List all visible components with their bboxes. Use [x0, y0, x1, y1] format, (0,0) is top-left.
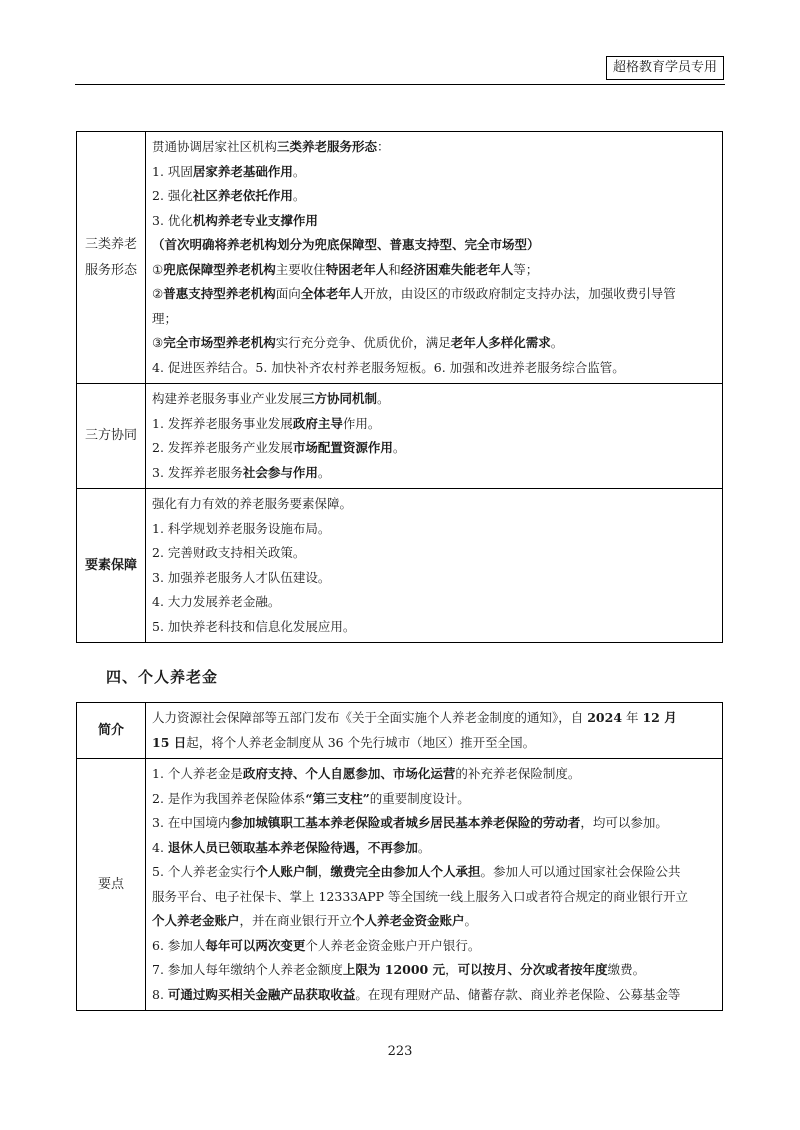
text: 6. 参加人	[152, 937, 206, 953]
bold-text: 居家养老基础作用	[192, 163, 293, 179]
bold-text: 每年可以两次变更	[205, 937, 306, 953]
text: 开放，由设区的市级政府制定支持办法，加强收费引导管	[363, 286, 676, 301]
text: 1. 巩固	[152, 163, 193, 179]
bold-text: 2024	[587, 710, 623, 725]
text: 5. 加快养老科技和信息化发展应用。	[152, 618, 356, 634]
content-line	[152, 517, 714, 542]
bold-text: 参加城镇职工基本养老保险或者城乡居民基本养老保险的劳动者	[230, 815, 581, 830]
text: 2. 完善财政支持相关政策。	[152, 545, 306, 560]
content-line	[152, 885, 714, 910]
content-line	[152, 615, 714, 640]
table-row	[77, 759, 723, 1011]
content-line	[152, 706, 714, 731]
row-label-line: 服务形态	[84, 262, 137, 278]
content-line	[152, 492, 714, 517]
content-line	[152, 811, 714, 836]
text: ，均可以参加。	[580, 815, 668, 830]
content-line	[152, 541, 714, 566]
bold-text: 个人养老金账户	[152, 913, 240, 928]
text: 人力资源社会保障部等五部门发布《关于全面实施个人养老金制度的通知》，自	[152, 710, 588, 725]
text: 5. 个人养老金实行	[152, 864, 256, 879]
text: 。参加人可以通过国家社会保险公共	[480, 864, 681, 879]
text: 面向	[275, 286, 301, 301]
bold-text: 特困老年人	[325, 261, 389, 277]
bold-text: 可通过购买相关金融产品获取收益	[167, 986, 356, 1002]
content-line	[152, 731, 714, 756]
text: ，	[317, 864, 331, 879]
bold-text: 兜底保障型养老机构	[163, 261, 276, 277]
bold-text: 市场配置资源作用	[292, 440, 393, 455]
bold-text: 可以按月、分次或者按年度	[457, 962, 608, 977]
content-line	[152, 566, 714, 591]
text: 1. 发挥养老服务事业发展	[152, 415, 293, 431]
bold-text: 个人账户制	[255, 864, 318, 879]
row-label-line: 简介	[97, 722, 124, 738]
text: 构建养老服务事业产业发展	[152, 391, 303, 406]
content-line	[152, 860, 714, 885]
table-row	[77, 132, 723, 384]
content-line	[152, 233, 714, 258]
text: 3. 优化	[152, 212, 193, 228]
text: 3. 在中国境内	[152, 815, 231, 830]
content-line	[152, 983, 714, 1008]
row-label	[77, 489, 146, 643]
content-line	[152, 135, 714, 160]
bold-text: 12 月	[642, 710, 677, 725]
text: 7. 参加人每年缴纳个人养老金额度	[152, 962, 343, 977]
text: 3. 发挥养老服务	[152, 464, 243, 480]
text: 4.	[152, 839, 168, 855]
text: 1. 科学规划养老服务设施布局。	[152, 520, 331, 536]
bold-text: 完全市场型养老机构	[163, 335, 276, 350]
text: 服务平台、电子社保卡、掌上 12333APP 等全国统一线上服务入口或者符合规定的商业银行开立	[152, 888, 689, 904]
text: 强化有力有效的养老服务要素保障。	[152, 496, 353, 511]
text: ①	[152, 261, 164, 277]
bold-text: 政府支持、个人自愿参加、市场化运营	[242, 766, 456, 781]
text: 起，将个人养老金制度从 36 个先行城市（地区）推开至全国。	[186, 734, 536, 750]
text: 。	[417, 839, 431, 855]
row-label	[77, 384, 146, 489]
text: 2. 强化	[152, 188, 193, 203]
row-label	[77, 132, 146, 384]
bold-text: （首次明确将养老机构划分为兜底保障型、普惠支持型、完全市场型）	[152, 237, 540, 252]
content-line	[152, 762, 714, 787]
text: 缴费。	[607, 962, 646, 977]
row-label-line: 三类养老	[84, 236, 137, 252]
elderly-services-table	[76, 131, 723, 643]
row-label-line: 三方协同	[84, 428, 137, 443]
text: 个人养老金资金账户开户银行。	[305, 937, 481, 953]
row-content	[146, 489, 723, 643]
text: 贯通协调居家社区机构	[152, 139, 278, 154]
text: 8.	[152, 986, 168, 1002]
text: 。	[392, 440, 406, 455]
content-line	[152, 282, 714, 307]
text: 主要收住	[275, 261, 326, 277]
bold-text: 退休人员已领取基本养老保险待遇，不再参加	[167, 839, 418, 855]
text: 3. 加强养老服务人才队伍建设。	[152, 569, 331, 585]
text: 。	[377, 391, 390, 406]
text: 。	[464, 913, 478, 928]
content-line	[152, 909, 714, 934]
header-badge: 超格教育学员专用	[606, 56, 724, 80]
row-label	[77, 759, 146, 1011]
row-label	[77, 703, 146, 759]
text: ②	[152, 286, 164, 301]
bold-text: 15 日	[152, 734, 187, 750]
content-line	[152, 412, 714, 437]
page-number: 223	[387, 1044, 413, 1059]
content-line	[152, 160, 714, 185]
content-line	[152, 331, 714, 356]
text: 1. 个人养老金是	[152, 766, 243, 781]
content-line	[152, 958, 714, 983]
text: 实行充分竞争、优质优价，满足	[275, 335, 451, 350]
row-content	[146, 703, 723, 759]
row-content	[146, 759, 723, 1011]
row-content	[146, 132, 723, 384]
content-line	[152, 209, 714, 234]
text: 的补充养老保险制度。	[455, 766, 581, 781]
content-line	[152, 787, 714, 812]
text: 2. 是作为我国养老保险体系	[152, 790, 306, 806]
text: ③	[152, 335, 164, 350]
bold-text: 全体老年人	[300, 286, 364, 301]
content-line	[152, 356, 714, 381]
bold-text: 社区养老依托作用	[192, 188, 293, 203]
bold-text: 上限为 12000 元	[342, 962, 446, 977]
content-line	[152, 436, 714, 461]
text: 。	[550, 335, 564, 350]
content-line	[152, 258, 714, 283]
bold-text: 三方协同机制	[302, 391, 378, 406]
bold-text: 个人养老金资金账户	[352, 913, 465, 928]
table-row	[77, 489, 723, 643]
content-line	[152, 387, 714, 412]
text: 作用。	[342, 415, 381, 431]
bold-text: 三类养老服务形态	[277, 139, 378, 154]
bold-text: 缴费完全由参加人个人承担	[330, 864, 481, 879]
bold-text: 普惠支持型养老机构	[163, 286, 276, 301]
row-label-line: 要素保障	[84, 557, 137, 573]
bold-text: 政府主导	[292, 415, 343, 431]
text: ，并在商业银行开立	[239, 913, 353, 928]
content-line	[152, 934, 714, 959]
table-row	[77, 703, 723, 759]
content-line	[152, 461, 714, 486]
text: 理；	[152, 310, 178, 326]
row-label-line: 要点	[97, 876, 124, 892]
bold-text: 社会参与作用	[242, 464, 318, 480]
text: 。	[292, 163, 306, 179]
bold-text: “第三支柱”	[305, 790, 370, 806]
text: 的重要制度设计。	[369, 790, 470, 806]
personal-pension-table	[76, 702, 723, 1011]
text: 4. 促进医养结合。5. 加快补齐农村养老服务短板。6. 加强和改进养老服务综合监管。	[152, 359, 625, 375]
text: 4. 大力发展养老金融。	[152, 594, 281, 609]
content-line	[152, 836, 714, 861]
content-line	[152, 307, 714, 332]
bold-text: 经济困难失能老年人	[400, 261, 514, 277]
content-line	[152, 184, 714, 209]
text: 2. 发挥养老服务产业发展	[152, 440, 293, 455]
table-row	[77, 384, 723, 489]
text: 等；	[513, 261, 539, 277]
text: 。	[317, 464, 331, 480]
section-title: 四、个人养老金	[106, 668, 219, 686]
header-rule	[75, 84, 725, 85]
bold-text: 机构养老专业支撑作用	[192, 212, 318, 228]
text: 。	[292, 188, 306, 203]
text: ，	[445, 962, 458, 977]
content-line	[152, 590, 714, 615]
text: 和	[388, 261, 401, 277]
text: 年	[622, 710, 643, 725]
row-content	[146, 384, 723, 489]
bold-text: 老年人多样化需求	[450, 335, 551, 350]
text: 。在现有理财产品、储蓄存款、商业养老保险、公募基金等	[355, 986, 681, 1002]
text: ：	[377, 139, 390, 154]
